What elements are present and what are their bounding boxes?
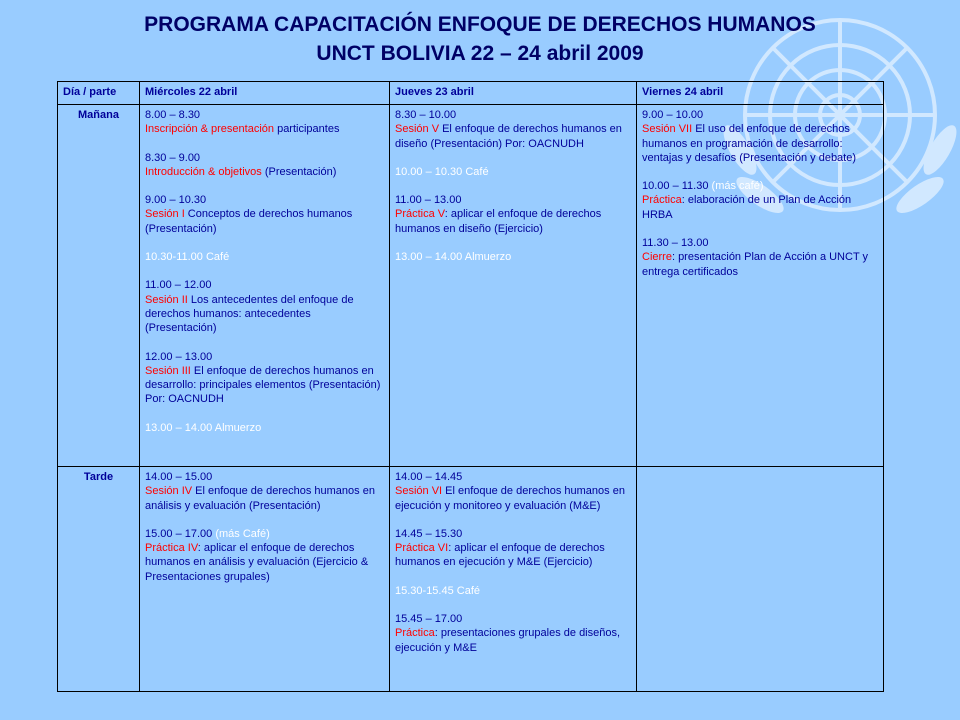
session-text: 13.00 – 14.00 Almuerzo bbox=[145, 421, 262, 434]
page-title bbox=[0, 10, 960, 68]
session-time: 9.00 – 10.30 bbox=[145, 194, 207, 207]
session-time-note: (más café) bbox=[711, 180, 764, 193]
session-time: 15.45 – 17.00 bbox=[395, 613, 463, 626]
title-line-1: PROGRAMA CAPACITACIÓN ENFOQUE DE DERECHOS HUMANOS bbox=[144, 13, 816, 36]
session-text: Práctica IV bbox=[145, 542, 198, 555]
session-block bbox=[395, 612, 631, 655]
session-time: 15.00 – 17.00 (más Café) bbox=[145, 527, 270, 540]
session-text: 15.30-15.45 Café bbox=[395, 584, 481, 597]
session-text: El enfoque de derechos humanos en diseño (Presentación) Por: OACNUDH bbox=[395, 123, 622, 150]
session-block bbox=[145, 151, 384, 180]
session-time-note: (más Café) bbox=[215, 527, 270, 540]
session-text: Práctica bbox=[395, 627, 435, 640]
session-text: Inscripción & presentación bbox=[145, 123, 275, 136]
session-text: Sesión II bbox=[145, 293, 188, 306]
title-line-2: UNCT BOLIVIA 22 – 24 abril 2009 bbox=[316, 42, 644, 65]
session-block bbox=[145, 278, 384, 335]
header-thursday: Jueves 23 abril bbox=[390, 82, 637, 105]
session-text: 10.30-11.00 Café bbox=[145, 251, 230, 264]
session-text: (Presentación) bbox=[261, 165, 337, 178]
session-text: Sesión IV bbox=[145, 485, 193, 498]
session-time: 9.00 – 10.00 bbox=[642, 109, 704, 121]
session-block bbox=[395, 584, 631, 598]
session-block bbox=[395, 250, 631, 264]
cell-fri-afternoon bbox=[637, 467, 884, 692]
header-friday: Viernes 24 abril bbox=[637, 82, 884, 105]
session-block bbox=[145, 527, 384, 584]
session-block bbox=[145, 250, 384, 264]
cell-thu-afternoon bbox=[390, 467, 637, 692]
session-block bbox=[642, 108, 878, 165]
session-text: Los antecedentes del enfoque de derechos humanos: antecedentes (Presentación) bbox=[145, 293, 354, 335]
session-text: : aplicar el enfoque de derechos humanos en diseño (Ejercicio) bbox=[395, 208, 602, 235]
session-block bbox=[145, 470, 384, 513]
session-time: 8.30 – 9.00 bbox=[145, 151, 201, 164]
session-block bbox=[642, 179, 878, 222]
session-time: 14.45 – 15.30 bbox=[395, 527, 463, 540]
session-time: 11.30 – 13.00 bbox=[642, 237, 709, 250]
session-text: Cierre bbox=[642, 251, 672, 264]
session-time: 14.00 – 14.45 bbox=[395, 471, 463, 483]
session-block bbox=[395, 165, 631, 179]
row-label-morning: Mañana bbox=[58, 105, 140, 467]
session-block bbox=[395, 470, 631, 513]
session-text: Práctica VI bbox=[395, 542, 449, 555]
session-text: Introducción & objetivos bbox=[145, 165, 262, 178]
session-time: 8.30 – 10.00 bbox=[395, 109, 457, 121]
session-block bbox=[395, 108, 631, 151]
session-text: El uso del enfoque de derechos humanos en programación de desarrollo: ventajas y desafíos (Presentación y debate) bbox=[642, 123, 857, 164]
session-text: El enfoque de derechos humanos en desarrollo: principales elementos (Presentación) Por: OACNUDH bbox=[145, 364, 381, 406]
session-text: El enfoque de derechos humanos en ejecución y monitoreo y evaluación (M&E) bbox=[395, 485, 625, 512]
session-text: Sesión VII bbox=[642, 123, 693, 136]
session-text: Práctica bbox=[642, 194, 682, 207]
session-text: : aplicar el enfoque de derechos humanos en análisis y evaluación (Ejercicio & Presentaciones grupales) bbox=[145, 542, 369, 583]
session-time: 8.00 – 8.30 bbox=[145, 109, 201, 121]
cell-wed-afternoon bbox=[140, 467, 390, 692]
session-text: Conceptos de derechos humanos (Presentación) bbox=[145, 208, 353, 235]
session-block bbox=[145, 421, 384, 435]
cell-wed-morning bbox=[140, 105, 390, 467]
session-text: participantes bbox=[274, 123, 340, 136]
session-text: Sesión I bbox=[145, 208, 185, 221]
afternoon-row bbox=[58, 467, 884, 692]
session-block bbox=[145, 350, 384, 407]
cell-thu-morning bbox=[390, 105, 637, 467]
session-block bbox=[145, 193, 384, 236]
session-time: 11.00 – 12.00 bbox=[145, 279, 212, 292]
session-text: Práctica V bbox=[395, 208, 445, 221]
cell-fri-morning bbox=[637, 105, 884, 467]
session-block bbox=[395, 193, 631, 236]
schedule-table bbox=[57, 81, 884, 692]
session-time: 11.00 – 13.00 bbox=[395, 194, 462, 207]
session-text: 13.00 – 14.00 Almuerzo bbox=[395, 251, 512, 264]
session-text: 10.00 – 10.30 Café bbox=[395, 165, 489, 178]
session-time: 12.00 – 13.00 bbox=[145, 350, 213, 363]
session-text: Sesión VI bbox=[395, 485, 443, 498]
session-time: 14.00 – 15.00 bbox=[145, 471, 213, 483]
session-text: El enfoque de derechos humanos en análisis y evaluación (Presentación) bbox=[145, 485, 375, 512]
session-block bbox=[145, 108, 384, 137]
morning-row bbox=[58, 105, 884, 467]
session-text: : presentaciones grupales de diseños, ejecución y M&E bbox=[395, 627, 621, 654]
header-wednesday: Miércoles 22 abril bbox=[140, 82, 390, 105]
session-text: Sesión III bbox=[145, 364, 191, 377]
row-label-afternoon: Tarde bbox=[58, 467, 140, 692]
session-text: : elaboración de un Plan de Acción HRBA bbox=[642, 194, 852, 221]
session-text: : aplicar el enfoque de derechos humanos en ejecución y M&E (Ejercicio) bbox=[395, 542, 605, 569]
session-text: Sesión V bbox=[395, 123, 440, 136]
session-block bbox=[642, 236, 878, 279]
session-text: : presentación Plan de Acción a UNCT y entrega certificados bbox=[642, 251, 869, 278]
session-time: 10.00 – 11.30 (más café) bbox=[642, 180, 764, 193]
session-block bbox=[395, 527, 631, 570]
header-day-part: Día / parte bbox=[58, 82, 140, 105]
header-row bbox=[58, 82, 884, 105]
